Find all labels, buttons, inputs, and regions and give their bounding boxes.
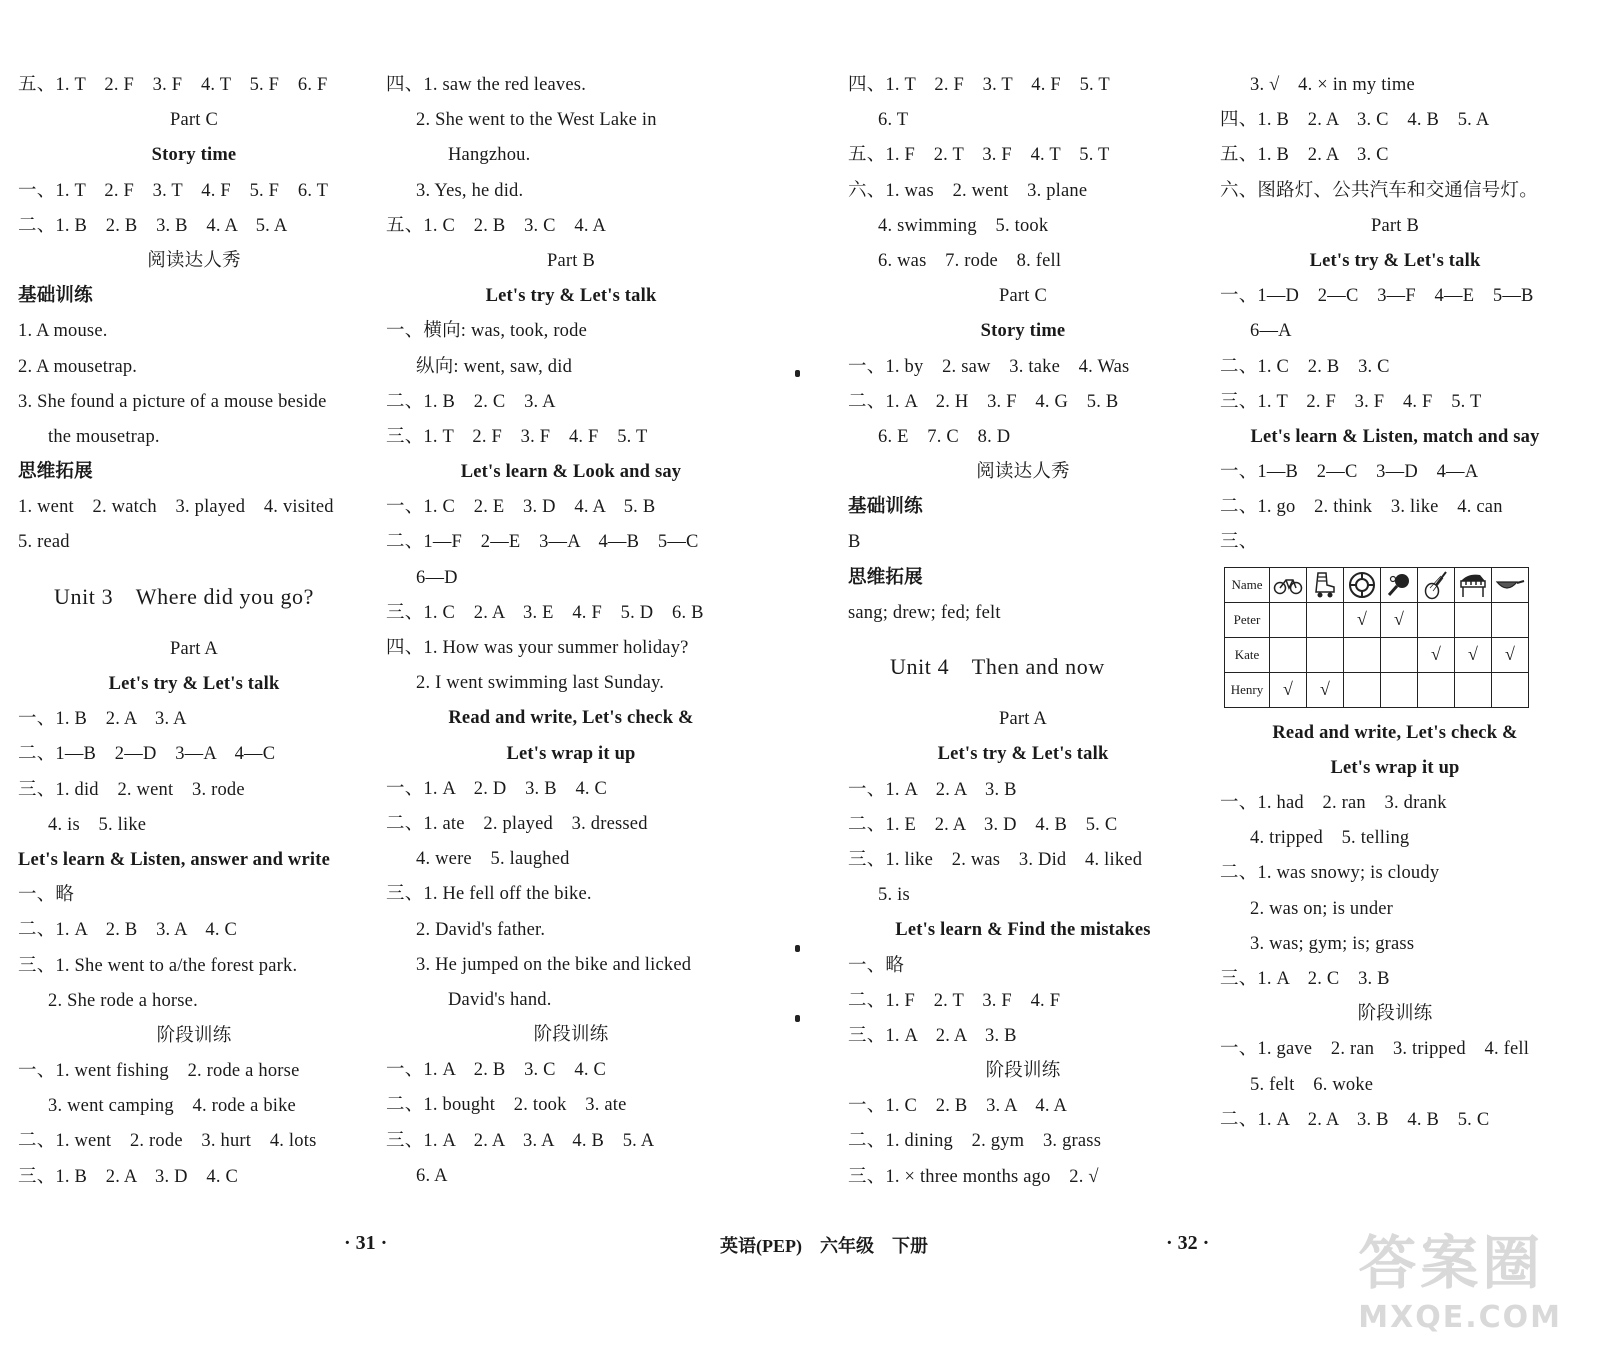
section-heading: Let's try & Let's talk — [1309, 250, 1481, 271]
answer-line: 一、1. A 2. A 3. B — [848, 779, 1017, 800]
answer-line: 6—D — [416, 567, 458, 588]
answer-line: 三、1. He fell off the bike. — [386, 884, 592, 905]
column-4 — [1220, 68, 1570, 1138]
section-heading: Part C — [999, 286, 1047, 307]
answer-line: 二、1. B 2. C 3. A — [386, 391, 556, 412]
answer-line: 二、1. A 2. A 3. B 4. B 5. C — [1220, 1109, 1490, 1130]
answer-line: 一、略 — [848, 955, 905, 976]
table-cell — [1344, 637, 1381, 672]
table-cell — [1270, 637, 1307, 672]
table-cell — [1381, 637, 1418, 672]
table-cell: √ — [1418, 637, 1455, 672]
answer-line: 6. T — [878, 110, 909, 131]
section-heading: Let's wrap it up — [506, 743, 636, 764]
answer-line: 一、1. had 2. ran 3. drank — [1220, 793, 1447, 813]
answer-line: David's hand. — [448, 989, 552, 1010]
answer-line: 三、1. C 2. A 3. E 4. F 5. D 6. B — [386, 602, 704, 623]
ping-pong-icon — [1381, 567, 1418, 602]
answer-line: 三、1. like 2. was 3. Did 4. liked — [848, 849, 1143, 870]
answer-line: 3. She found a picture of a mouse beside — [18, 391, 327, 412]
answer-line: 2. She went to the West Lake in — [416, 110, 657, 131]
answer-line: 一、1. gave 2. ran 3. tripped 4. fell — [1220, 1039, 1530, 1060]
section-heading: 阶段训练 — [985, 1061, 1061, 1082]
answer-line: 四、1. saw the red leaves. — [386, 75, 587, 95]
answer-line: 一、1. C 2. E 3. D 4. A 5. B — [386, 497, 656, 518]
wok-icon — [1492, 567, 1529, 602]
table-row — [1225, 602, 1529, 637]
answer-line: 6. A — [416, 1165, 448, 1186]
table-header-row — [1225, 567, 1529, 602]
subsection-heading: 基础训练 — [18, 286, 93, 307]
answer-line: 纵向: went, saw, did — [416, 356, 573, 377]
unit-title: Unit 3 Where did you go? — [54, 583, 315, 609]
column-1 — [18, 68, 370, 1195]
binding-mark — [795, 945, 800, 952]
answer-line: 6—A — [1250, 321, 1292, 342]
answer-line: 二、1. B 2. B 3. B 4. A 5. A — [18, 215, 288, 236]
answer-line: 3. He jumped on the bike and licked — [416, 954, 692, 975]
section-heading: Let's learn & Listen, match and say — [1250, 426, 1540, 447]
table-cell — [1270, 602, 1307, 637]
section-heading: Let's try & Let's talk — [937, 744, 1109, 765]
answer-line: 一、横向: was, took, rode — [386, 321, 587, 342]
table-cell — [1344, 672, 1381, 707]
answer-line: 二、1—B 2—D 3—A 4—C — [18, 744, 276, 765]
answer-line: 二、1. go 2. think 3. like 4. can — [1220, 497, 1503, 518]
answer-line: 四、1. B 2. A 3. C 4. B 5. A — [1220, 110, 1490, 131]
page-number-right: · 32 · — [1166, 1232, 1210, 1254]
answer-line: 二、1. went 2. rode 3. hurt 4. lots — [18, 1131, 317, 1152]
subsection-heading: 思维拓展 — [848, 567, 923, 588]
book-title: 英语(PEP) 六年级 下册 — [720, 1236, 928, 1256]
answer-line: 五、1. C 2. B 3. C 4. A — [386, 215, 607, 236]
table-header-name: Name — [1225, 567, 1270, 602]
answer-line: sang; drew; fed; felt — [848, 602, 1001, 623]
answer-line: 六、1. was 2. went 3. plane — [848, 180, 1088, 201]
watermark-logo: 答案圈 — [1358, 1229, 1545, 1297]
answer-line: 二、1. A 2. B 3. A 4. C — [18, 920, 238, 941]
table-cell — [1307, 637, 1344, 672]
answer-line: 三、1. A 2. A 3. A 4. B 5. A — [386, 1130, 655, 1151]
subsection-heading: 基础训练 — [848, 497, 923, 518]
table-cell: √ — [1455, 637, 1492, 672]
answer-line: 二、1. C 2. B 3. C — [1220, 356, 1390, 377]
answer-line: 一、1. T 2. F 3. T 4. F 5. F 6. T — [18, 180, 329, 201]
answer-line: 3. was; gym; is; grass — [1250, 933, 1415, 954]
column-2 — [386, 68, 756, 1194]
section-heading: Let's wrap it up — [1330, 757, 1460, 778]
answer-line: Hangzhou. — [448, 145, 531, 166]
table-cell: √ — [1307, 672, 1344, 707]
answer-line: 三、1. B 2. A 3. D 4. C — [18, 1166, 239, 1187]
table-cell — [1455, 672, 1492, 707]
unit-title: Unit 4 Then and now — [890, 654, 1105, 679]
activity-table — [1224, 567, 1529, 708]
section-heading: Let's try & Let's talk — [108, 674, 280, 694]
answer-line: the mousetrap. — [48, 426, 160, 447]
answer-line: 5. read — [18, 532, 70, 553]
answer-line: 3. √ 4. × in my time — [1250, 75, 1415, 95]
section-heading: Story time — [151, 145, 237, 166]
answer-line: 2. I went swimming last Sunday. — [416, 673, 665, 694]
table-cell — [1455, 602, 1492, 637]
section-heading: Part C — [170, 110, 218, 131]
answer-line: 4. tripped 5. telling — [1250, 828, 1410, 849]
section-heading: Story time — [980, 321, 1066, 342]
table-cell: √ — [1270, 672, 1307, 707]
answer-line: 二、1. A 2. H 3. F 4. G 5. B — [848, 391, 1119, 412]
section-heading: Part A — [170, 638, 218, 659]
answer-line: 五、1. T 2. F 3. F 4. T 5. F 6. F — [18, 75, 328, 95]
answer-line: 2. David's father. — [416, 919, 546, 940]
section-heading: Let's learn & Find the mistakes — [895, 920, 1151, 941]
answer-line: 三、1. A 2. C 3. B — [1220, 968, 1390, 989]
table-row — [1225, 637, 1529, 672]
table-cell — [1492, 602, 1529, 637]
table-cell — [1307, 602, 1344, 637]
section-heading: 阶段训练 — [1357, 1004, 1433, 1025]
answer-line: 三、1. A 2. A 3. B — [848, 1025, 1017, 1046]
binding-mark — [795, 370, 800, 377]
binding-mark — [795, 1015, 800, 1022]
answer-line: 三、1. T 2. F 3. F 4. F 5. T — [1220, 391, 1482, 412]
answer-line: 二、1. F 2. T 3. F 4. F — [848, 990, 1061, 1011]
answer-line: 一、1. A 2. B 3. C 4. C — [386, 1060, 607, 1081]
table-cell — [1418, 602, 1455, 637]
answer-line: 二、1. bought 2. took 3. ate — [386, 1095, 627, 1116]
table-row-name: Peter — [1225, 602, 1270, 637]
section-heading: Part B — [1371, 215, 1419, 236]
answer-line: 4. is 5. like — [48, 814, 147, 835]
answer-line: 5. is — [878, 885, 910, 906]
answer-line: 6. was 7. rode 8. fell — [878, 250, 1062, 271]
table-cell — [1381, 672, 1418, 707]
section-heading: 阶段训练 — [533, 1025, 609, 1046]
answer-line: 三、1. × three months ago 2. √ — [848, 1166, 1099, 1187]
answer-line: 一、1. went fishing 2. rode a horse — [18, 1061, 300, 1082]
table-cell: √ — [1381, 602, 1418, 637]
answer-line: 一、1—B 2—C 3—D 4—A — [1220, 462, 1479, 483]
roller-skate-icon — [1307, 567, 1344, 602]
answer-line: 五、1. B 2. A 3. C — [1220, 145, 1389, 166]
answer-line: 二、1. was snowy; is cloudy — [1220, 863, 1440, 884]
answer-line: 4. swimming 5. took — [878, 215, 1049, 236]
section-heading: 阅读达人秀 — [976, 462, 1070, 483]
table-cell — [1418, 672, 1455, 707]
answer-line: 一、1—D 2—C 3—F 4—E 5—B — [1220, 286, 1534, 307]
table-row-name: Kate — [1225, 637, 1270, 672]
answer-line: 二、1. ate 2. played 3. dressed — [386, 813, 648, 834]
answer-line: 一、1. C 2. B 3. A 4. A — [848, 1096, 1068, 1117]
answer-line: 4. were 5. laughed — [416, 849, 570, 870]
watermark — [1358, 1216, 1562, 1335]
answer-line: 三、1. T 2. F 3. F 4. F 5. T — [386, 426, 648, 447]
answer-line: 一、1. by 2. saw 3. take 4. Was — [848, 356, 1130, 377]
answer-line: 二、1—F 2—E 3—A 4—B 5—C — [386, 532, 699, 553]
table-cell: √ — [1344, 602, 1381, 637]
answer-line: 一、略 — [18, 885, 75, 906]
answer-line: 一、1. A 2. D 3. B 4. C — [386, 778, 608, 799]
answer-line: 3. went camping 4. rode a bike — [48, 1096, 296, 1117]
piano-icon — [1455, 567, 1492, 602]
section-heading: Part B — [547, 250, 595, 271]
table-cell: √ — [1492, 637, 1529, 672]
answer-line: 1. went 2. watch 3. played 4. visited — [18, 497, 334, 518]
answer-line: 3. Yes, he did. — [416, 180, 524, 201]
page-number-left: · 31 · — [344, 1232, 388, 1254]
section-heading: Let's learn & Look and say — [460, 462, 682, 483]
answer-line: 三、 — [1220, 532, 1258, 553]
column-3 — [848, 68, 1198, 1195]
answer-line: 六、图路灯、公共汽车和交通信号灯。 — [1220, 180, 1538, 201]
answer-line: 四、1. T 2. F 3. T 4. F 5. T — [848, 75, 1110, 95]
bike-icon — [1270, 567, 1307, 602]
table-cell — [1492, 672, 1529, 707]
answer-line: 四、1. How was your summer holiday? — [386, 638, 689, 658]
answer-line: 一、1. B 2. A 3. A — [18, 709, 187, 730]
answer-line: 2. A mousetrap. — [18, 356, 138, 377]
section-heading: 阅读达人秀 — [147, 250, 241, 271]
answer-line: 三、1. did 2. went 3. rode — [18, 779, 245, 800]
answer-line: 1. A mouse. — [18, 321, 108, 342]
section-heading: Read and write, Let's check & — [1272, 722, 1518, 743]
pipa-icon — [1418, 567, 1455, 602]
subsection-heading: 思维拓展 — [18, 462, 93, 483]
swim-ring-icon — [1344, 567, 1381, 602]
answer-line: 二、1. dining 2. gym 3. grass — [848, 1131, 1102, 1152]
section-heading: Part A — [999, 709, 1047, 730]
answer-line: 6. E 7. C 8. D — [878, 426, 1011, 447]
watermark-site: MXQE.COM — [1358, 1300, 1562, 1335]
answer-line: 2. She rode a horse. — [48, 990, 198, 1011]
table-row — [1225, 672, 1529, 707]
table-row-name: Henry — [1225, 672, 1270, 707]
answer-line: 三、1. She went to a/the forest park. — [18, 955, 298, 976]
answer-line: 五、1. F 2. T 3. F 4. T 5. T — [848, 145, 1110, 166]
answer-line: 2. was on; is under — [1250, 898, 1394, 919]
answer-line: 二、1. E 2. A 3. D 4. B 5. C — [848, 814, 1118, 835]
answer-line: B — [848, 532, 861, 553]
answer-line: 5. felt 6. woke — [1250, 1074, 1374, 1095]
section-heading: Let's try & Let's talk — [485, 286, 657, 307]
section-heading: Let's learn & Listen, answer and write — [18, 849, 330, 870]
section-heading: Read and write, Let's check & — [448, 708, 694, 729]
section-heading: 阶段训练 — [156, 1025, 232, 1046]
